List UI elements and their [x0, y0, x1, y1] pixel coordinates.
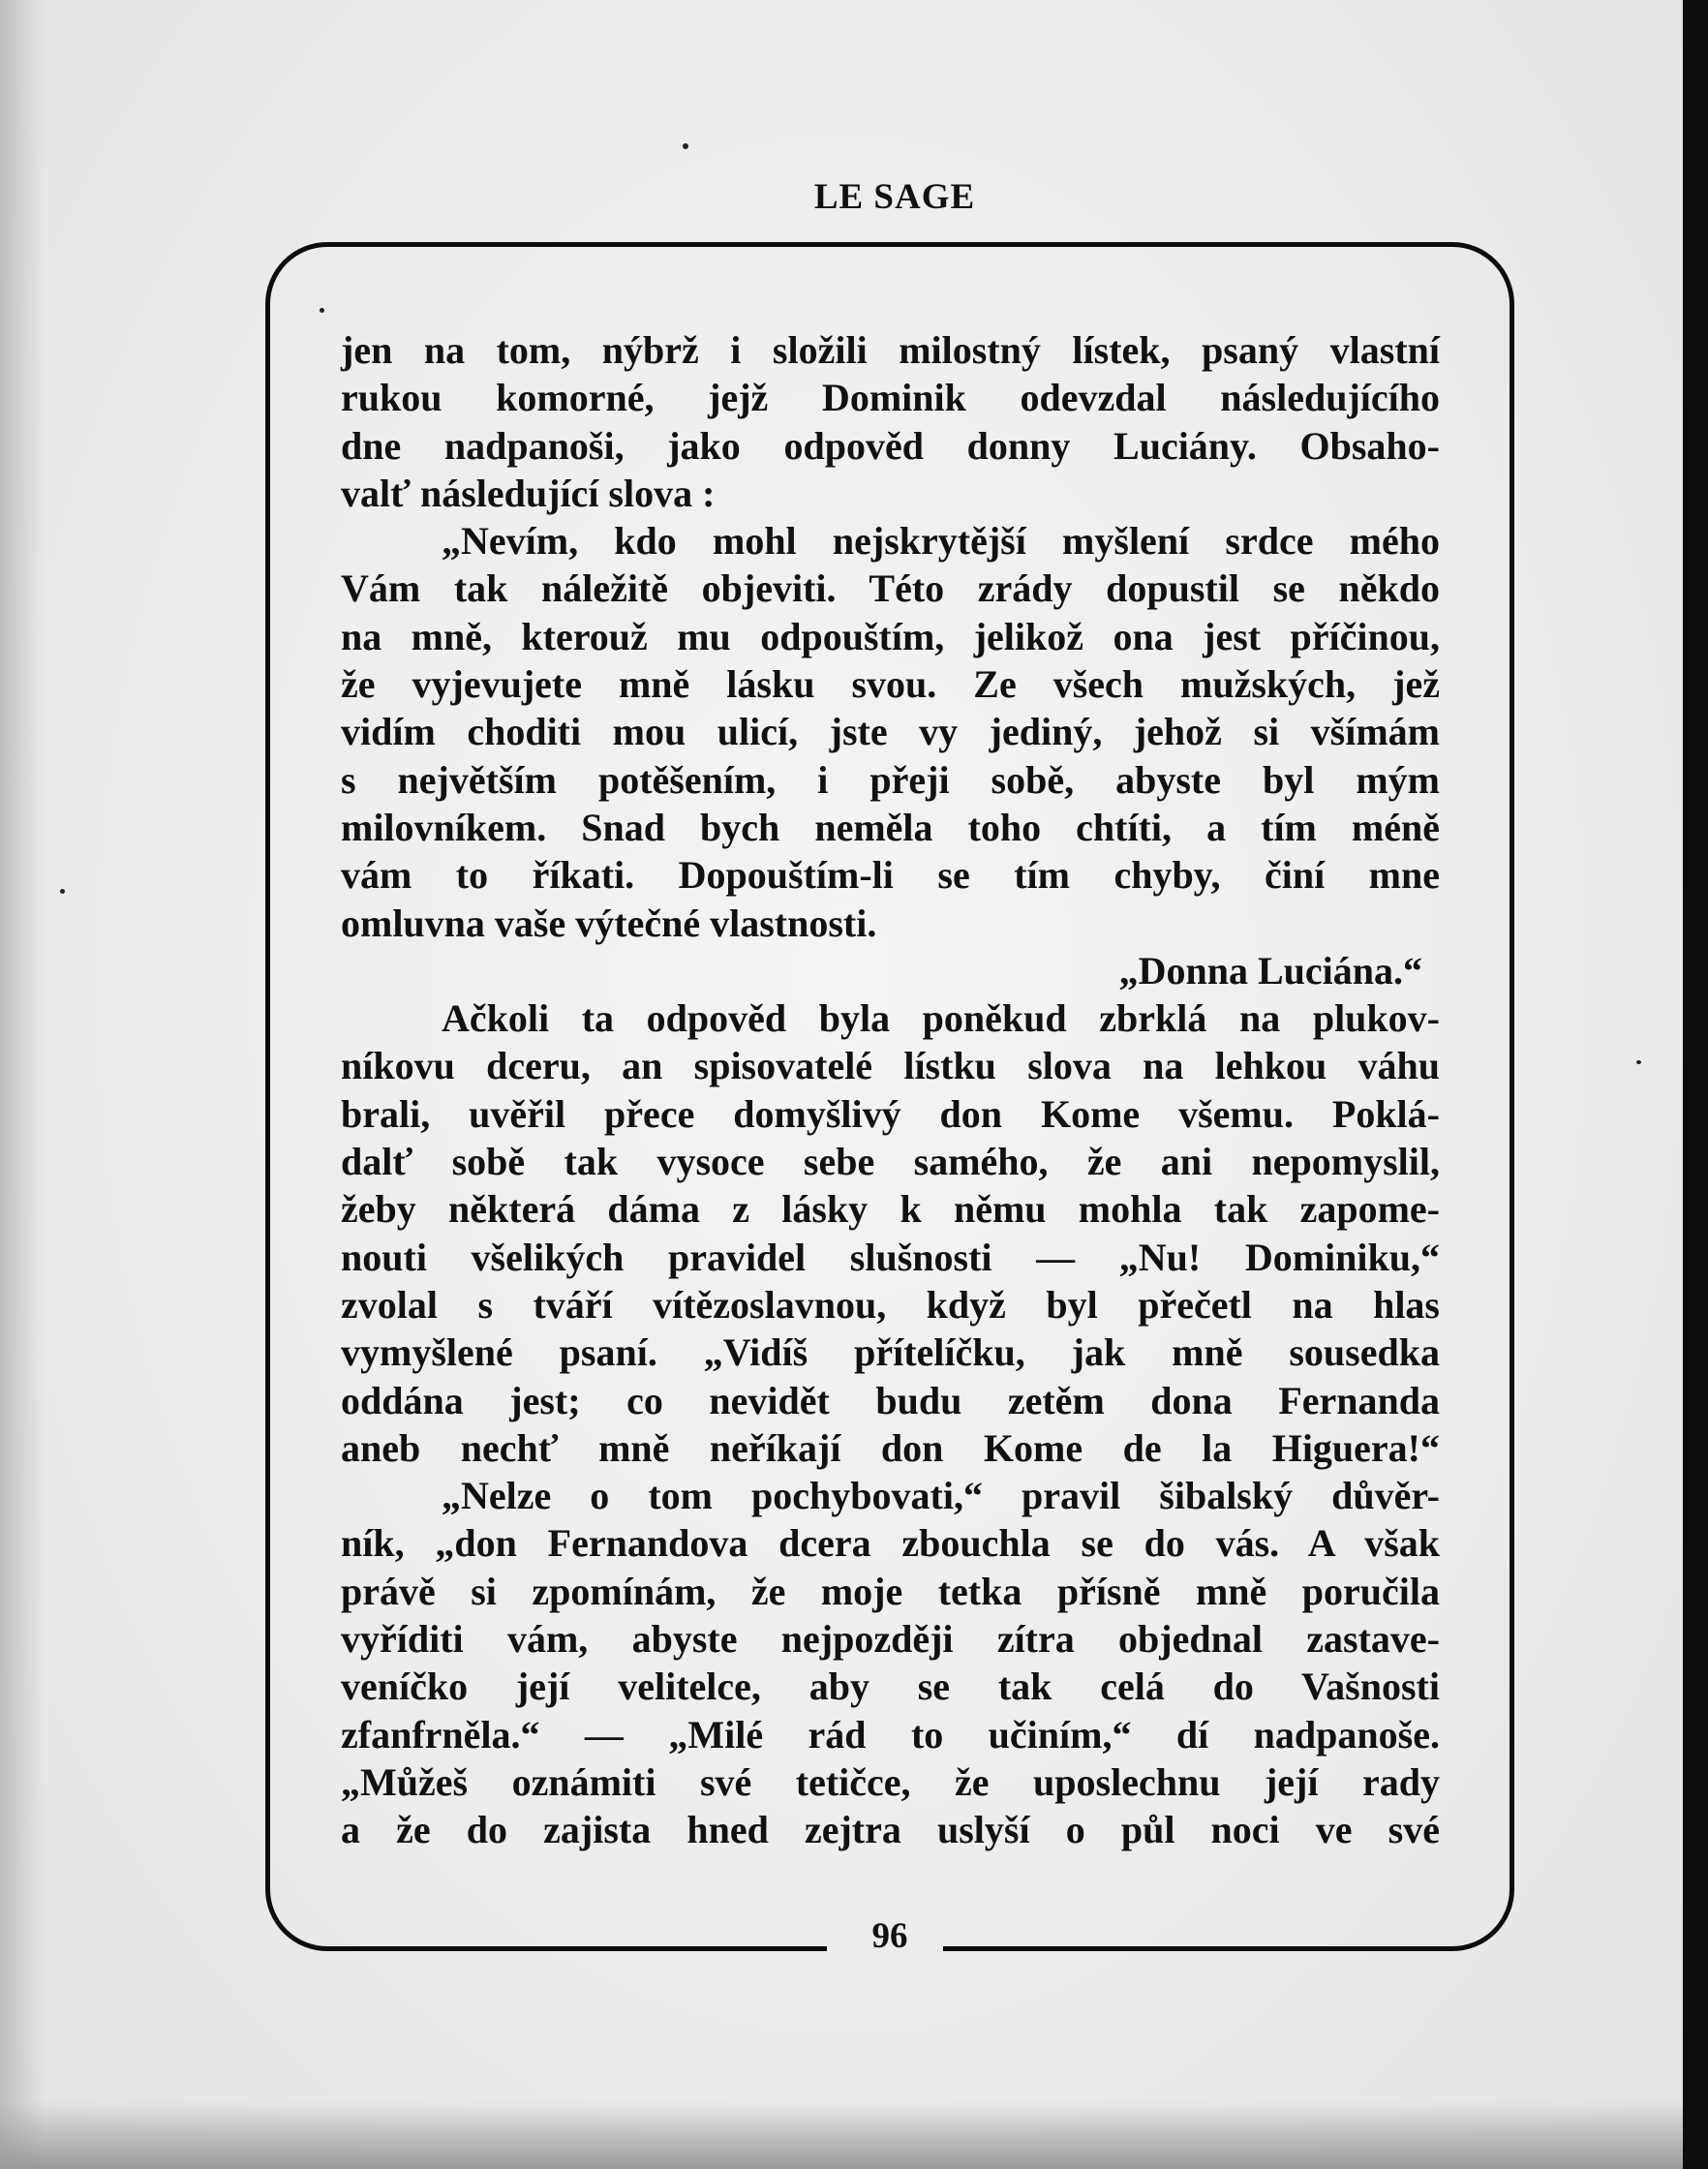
text-line: „Nevím, kdo mohl nejskrytější myšlení srdce mého	[442, 519, 1440, 564]
text-line: rukou komorné, jejž Dominik odevzdal následujícího	[341, 376, 1440, 420]
text-line: dne nadpanoši, jako odpověd donny Luciány. Obsaho-	[341, 423, 1440, 468]
text-line: Ačkoli ta odpověd byla poněkud zbrklá na plukov-	[442, 996, 1440, 1041]
text-line: veníčko její velitelce, aby se tak celá do Vašnosti	[341, 1665, 1440, 1709]
text-line: oddána jest; co nevidět budu zetěm dona Fernanda	[341, 1378, 1440, 1422]
text-line: vám to říkati. Dopouštím-li se tím chyby, činí mne	[341, 853, 1440, 898]
page-edge-shadow-left	[0, 0, 45, 2169]
text-line: ník, „don Fernandova dcera zbouchla se do vás. A však	[341, 1521, 1440, 1566]
text-line: žeby některá dáma z lásky k němu mohla tak zapome-	[341, 1187, 1440, 1232]
text-line: nouti všelikých pravidel slušnosti — „Nu! Dominiku,“	[341, 1235, 1440, 1279]
text-line: dalť sobě tak vysoce sebe samého, že ani nepomyslil,	[341, 1140, 1440, 1184]
text-line: omluvna vaše výtečné vlastnosti.	[341, 901, 877, 945]
text-line: Vám tak náležitě objeviti. Této zrády dopustil se někdo	[341, 566, 1440, 611]
scan-dark-edge	[1683, 0, 1708, 2169]
text-line: zvolal s tváří vítězoslavnou, když byl přečetl na hlas	[341, 1282, 1440, 1327]
text-line: brali, uvěřil přece domyšlivý don Kome všemu. Poklá-	[341, 1091, 1440, 1136]
text-line: a že do zajista hned zejtra uslyší o půl noci ve své	[341, 1808, 1440, 1852]
text-line: valť následující slova :	[341, 471, 716, 515]
letter-signature: „Donna Luciána.“	[1118, 948, 1422, 993]
footer	[265, 1916, 1514, 1975]
text-line: že vyjevujete mně lásku svou. Ze všech mužských, jež	[341, 662, 1440, 707]
text-line: s největším potěšením, i přeji sobě, abyste byl mým	[341, 757, 1440, 802]
ink-speck	[683, 143, 688, 149]
text-line: aneb nechť mně neříkají don Kome de la Higuera!“	[341, 1425, 1440, 1470]
ink-speck	[60, 889, 65, 894]
text-line: níkovu dceru, an spisovatelé lístku slova na lehkou váhu	[341, 1044, 1440, 1088]
text-line: milovníkem. Snad bych neměla toho chtíti, a tím méně	[341, 805, 1440, 849]
body-text	[341, 326, 1440, 1854]
text-line: vymyšlené psaní. „Vidíš přítelíčku, jak mně sousedka	[341, 1330, 1440, 1375]
text-line: na mně, kterouž mu odpouštím, jelikož ona jest příčinou,	[341, 614, 1440, 658]
page-edge-shadow-bottom	[0, 2101, 1683, 2169]
text-line: zfanfrněla.“ — „Milé rád to učiním,“ dí nadpanoše.	[341, 1712, 1440, 1757]
text-line: právě si zpomínám, že moje tetka přísně mně poručila	[341, 1569, 1440, 1613]
text-line: „Nelze o tom pochybovati,“ pravil šibalský důvěr-	[442, 1474, 1440, 1518]
text-line: vidím choditi mou ulicí, jste vy jediný, jehož si všímám	[341, 710, 1440, 754]
page-number: 96	[871, 1916, 908, 1956]
text-line: vyříditi vám, abyste nejpozději zítra objednal zastave-	[341, 1617, 1440, 1662]
running-title: LE SAGE	[813, 177, 976, 217]
text-line: „Můžeš oznámiti své tetičce, že uposlechnu její rady	[341, 1759, 1440, 1804]
text-line: jen na tom, nýbrž i složili milostný lístek, psaný vlastní	[341, 328, 1440, 372]
ink-speck	[1636, 1060, 1641, 1064]
